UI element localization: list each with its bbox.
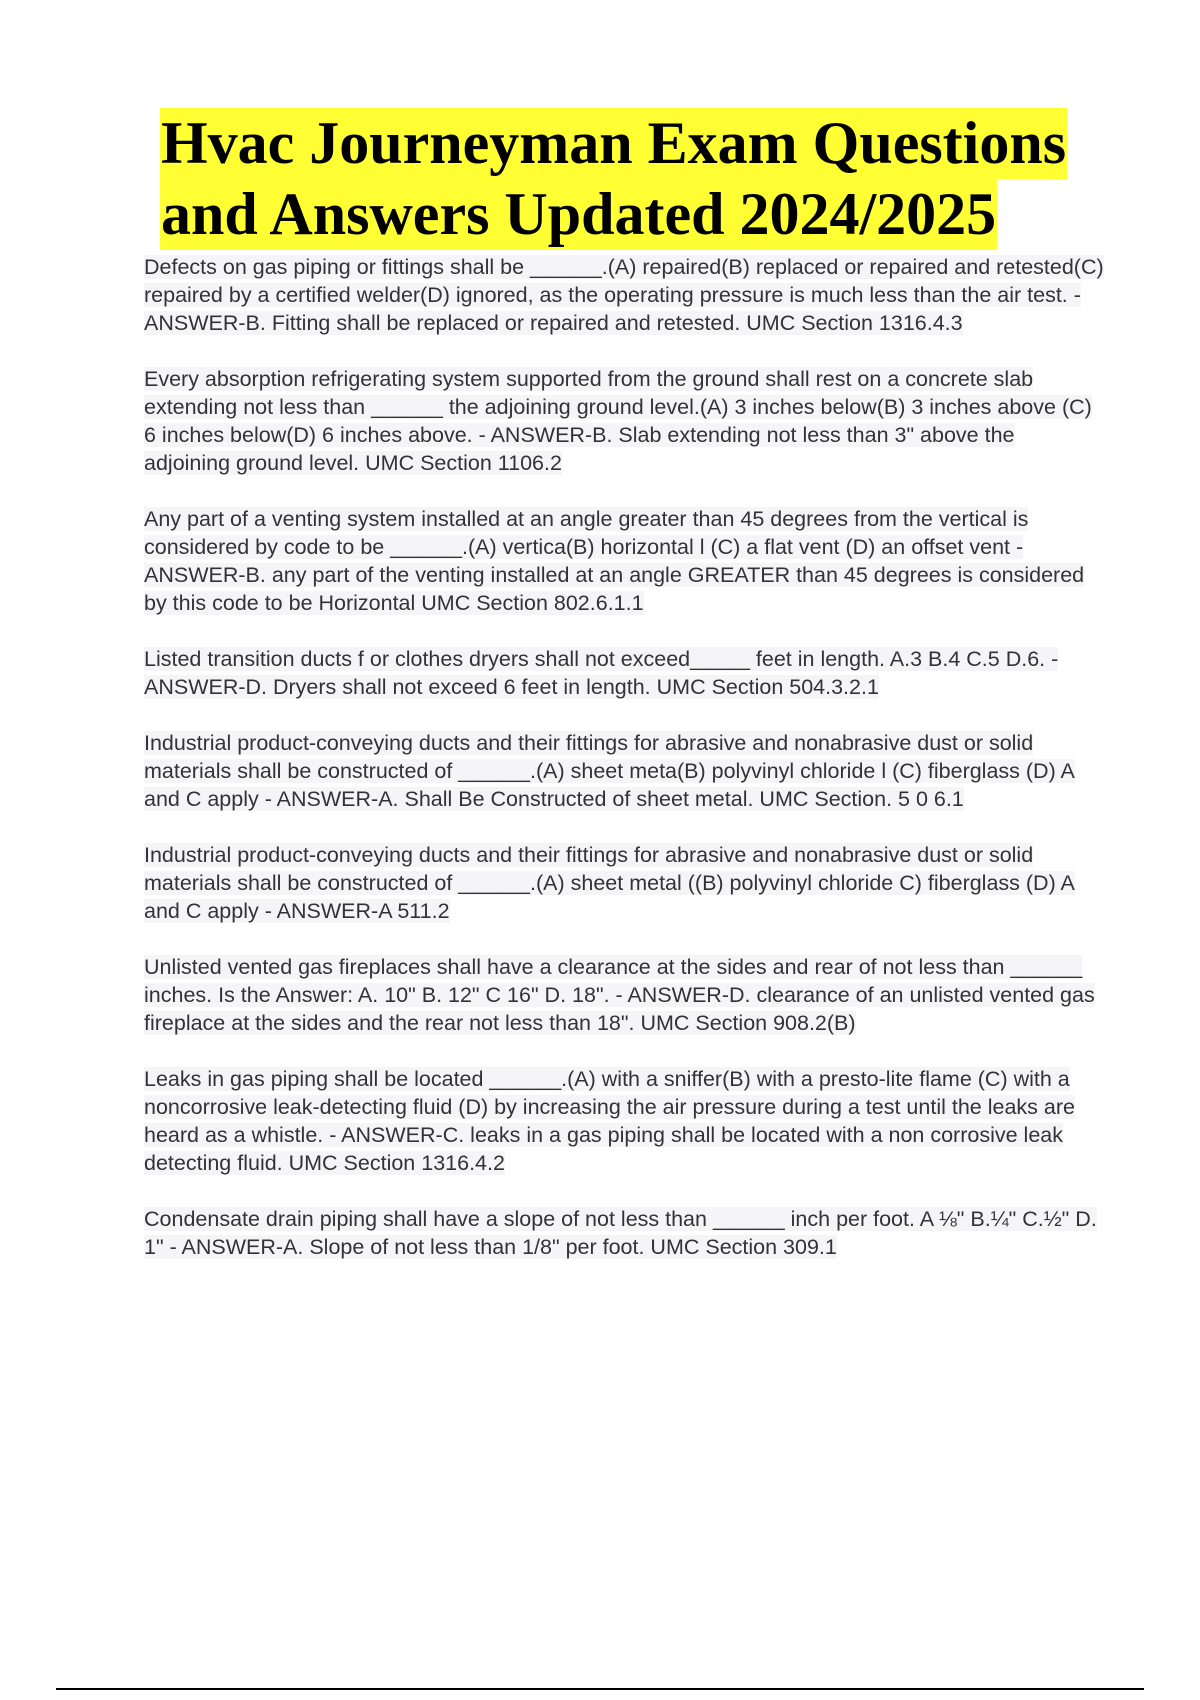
qa-item [144, 841, 1104, 925]
question-answer-list [144, 253, 1104, 1289]
page-title-line: and Answers Updated 2024/2025 [160, 179, 997, 250]
qa-item [144, 505, 1104, 617]
qa-item-text: Listed transition ducts f or clothes dryers shall not exceed_____ feet in length. A.3 B.4 C.5 D.6. - ANSWER-D. Dryers shall not exceed 6 feet in length. UMC Section 504.3.2.1 [144, 647, 1059, 699]
qa-item-text: Any part of a venting system installed at an angle greater than 45 degrees from the vertical is considered by code to be ______.(A) vertica(B) horizontal l (C) a flat vent (D) an offset vent - ANSWER-B. any part of the venting installed at an angle GREATER than 45 degrees is considered by this code to be Horizontal UMC Section 802.6.1.1 [144, 507, 1085, 615]
qa-item-text: Defects on gas piping or fittings shall be ______.(A) repaired(B) replaced or repaired and retested(C) repaired by a certified welder(D) ignored, as the operating pressure is much less than the air test. - ANSWER-B. Fitting shall be replaced or repaired and retested. UMC Section 1316.4.3 [144, 255, 1104, 335]
qa-item [144, 1205, 1104, 1261]
qa-item [144, 365, 1104, 477]
qa-item-text: Every absorption refrigerating system supported from the ground shall rest on a concrete slab extending not less than ______ the adjoining ground level.(A) 3 inches below(B) 3 inches above (C) 6 inches below(D) 6 inches above. - ANSWER-B. Slab extending not less than 3" above the adjoining ground level. UMC Section 1106.2 [144, 367, 1092, 475]
qa-item [144, 645, 1104, 701]
qa-item-text: Industrial product-conveying ducts and their fittings for abrasive and nonabrasive dust or solid materials shall be constructed of ______.(A) sheet metal ((B) polyvinyl chloride C) fiberglass (D) A and C apply - ANSWER-A 511.2 [144, 843, 1075, 923]
qa-item [144, 1065, 1104, 1177]
qa-item [144, 953, 1104, 1037]
qa-item-text: Industrial product-conveying ducts and their fittings for abrasive and nonabrasive dust or solid materials shall be constructed of ______.(A) sheet meta(B) polyvinyl chloride l (C) fiberglass (D) A and C apply - ANSWER-A. Shall Be Constructed of sheet metal. UMC Section. 5 0 6.1 [144, 731, 1075, 811]
qa-item [144, 729, 1104, 813]
qa-item-text: Leaks in gas piping shall be located ______.(A) with a sniffer(B) with a presto-lite flame (C) with a noncorrosive leak-detecting fluid (D) by increasing the air pressure during a test until the leaks are heard as a whistle. - ANSWER-C. leaks in a gas piping shall be located with a non corrosive leak detecting fluid. UMC Section 1316.4.2 [144, 1067, 1075, 1175]
footer-divider [56, 1688, 1144, 1690]
page-title [160, 108, 1160, 250]
qa-item [144, 253, 1104, 337]
page-title-line: Hvac Journeyman Exam Questions [160, 108, 1067, 179]
qa-item-text: Condensate drain piping shall have a slope of not less than ______ inch per foot. A ⅛" B.¼" C.½" D. 1" - ANSWER-A. Slope of not less than 1/8" per foot. UMC Section 309.1 [144, 1207, 1097, 1259]
qa-item-text: Unlisted vented gas fireplaces shall have a clearance at the sides and rear of not less than ______ inches. Is the Answer: A. 10" B. 12" C 16" D. 18". - ANSWER-D. clearance of an unlisted vented gas fireplace at the sides and the rear not less than 18". UMC Section 908.2(B) [144, 955, 1095, 1035]
